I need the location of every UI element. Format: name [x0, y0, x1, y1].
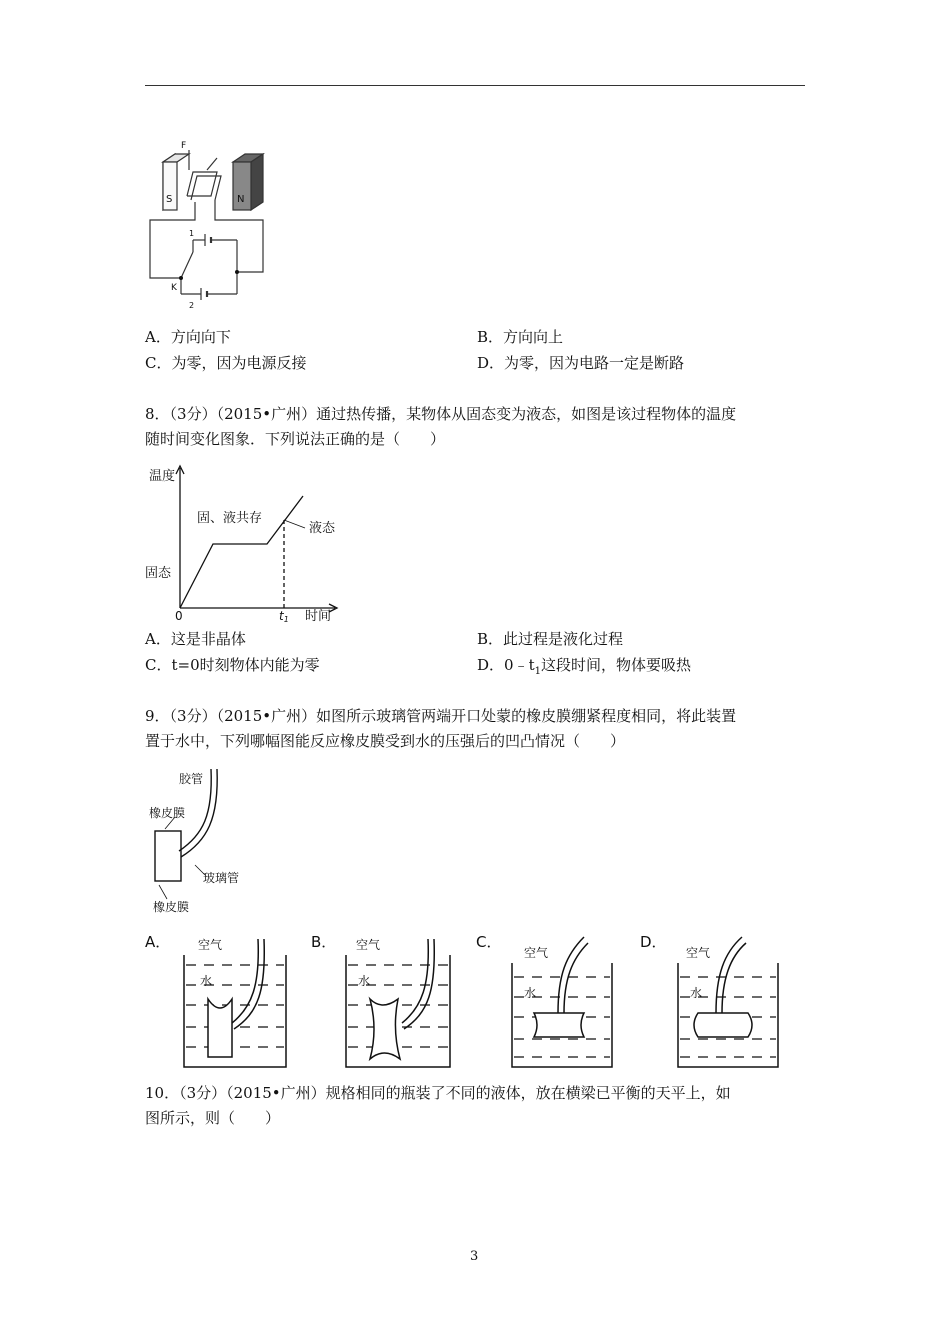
q9-label-hose: 胶管: [179, 772, 204, 786]
q9-option-a-water: 水: [200, 974, 213, 988]
q8-option-b: B．此过程是液化过程: [477, 630, 624, 648]
q8-graph-mixed: 固、液共存: [197, 511, 263, 526]
q7-motor-figure: [145, 140, 270, 310]
q7-fig-2: 2: [189, 301, 195, 310]
q8-graph-ylabel: 温度: [149, 469, 176, 484]
q9-label-glass: 玻璃管: [203, 871, 240, 885]
q9-option-d-air: 空气: [686, 946, 711, 960]
q9-option-d-figure: [674, 935, 784, 1070]
q10-stem-line2: 图所示，则（ ）: [145, 1109, 281, 1127]
q9-option-a-letter: A．: [145, 933, 171, 951]
q8-option-d: D．$0﹣t_1$这段时间，物体要吸热: [477, 656, 691, 677]
q8-graph-t1: t1: [279, 609, 289, 624]
q9-option-d-water: 水: [690, 986, 703, 1000]
q7-fig-F: F: [181, 141, 187, 151]
q7-fig-S: S: [166, 194, 173, 205]
q8-option-c: C．t=0时刻物体内能为零: [145, 656, 320, 674]
q9-option-d-letter: D．: [640, 933, 667, 951]
q7-option-c: C．为零，因为电源反接: [145, 354, 307, 372]
header-rule: [145, 85, 805, 86]
q7-option-a: A．方向向下: [145, 328, 231, 346]
q9-label-membrane-bottom: 橡皮膜: [153, 900, 190, 914]
q9-label-membrane-top: 橡皮膜: [149, 806, 186, 820]
q9-stem-line1: 9．（3分）（2015•广州）如图所示玻璃管两端开口处蒙的橡皮膜绷紧程度相同，将此装置: [145, 707, 737, 725]
q9-option-b-water: 水: [358, 974, 371, 988]
q7-option-d: D．为零，因为电路一定是断路: [477, 354, 685, 372]
q9-stem-line2: 置于水中，下列哪幅图能反应橡皮膜受到水的压强后的凹凸情况（ ）: [145, 732, 626, 750]
q8-graph-liquid: 液态: [309, 521, 336, 536]
q9-option-b-figure: [342, 935, 454, 1070]
q9-option-c-air: 空气: [524, 946, 549, 960]
q9-option-c-letter: C．: [476, 933, 502, 951]
page-number: 3: [470, 1249, 479, 1264]
q7-fig-1: 1: [189, 229, 195, 238]
q8-option-a: A．这是非晶体: [145, 630, 246, 648]
q8-graph-xlabel: 时间: [305, 609, 332, 624]
q8-stem-line2: 随时间变化图象．下列说法正确的是（ ）: [145, 430, 446, 448]
q9-device-figure: [145, 765, 255, 915]
q9-option-a-air: 空气: [198, 938, 223, 952]
q9-option-c-figure: [508, 935, 618, 1070]
q7-fig-K: K: [171, 283, 177, 293]
q8-graph-origin: 0: [175, 609, 183, 623]
q9-option-c-water: 水: [524, 986, 537, 1000]
q8-stem-line1: 8．（3分）（2015•广州）通过热传播，某物体从固态变为液态，如图是该过程物体的温度: [145, 405, 737, 423]
q10-stem-line1: 10．（3分）（2015•广州）规格相同的瓶装了不同的液体，放在横梁已平衡的天平上，如: [145, 1084, 731, 1102]
q8-graph-solid: 固态: [145, 566, 172, 581]
q9-option-b-letter: B．: [311, 933, 337, 951]
q8-temperature-graph: [145, 460, 345, 625]
q9-option-a-figure: [180, 935, 290, 1070]
q7-option-b: B．方向向上: [477, 328, 564, 346]
q9-option-b-air: 空气: [356, 938, 381, 952]
q7-fig-N: N: [237, 194, 245, 205]
